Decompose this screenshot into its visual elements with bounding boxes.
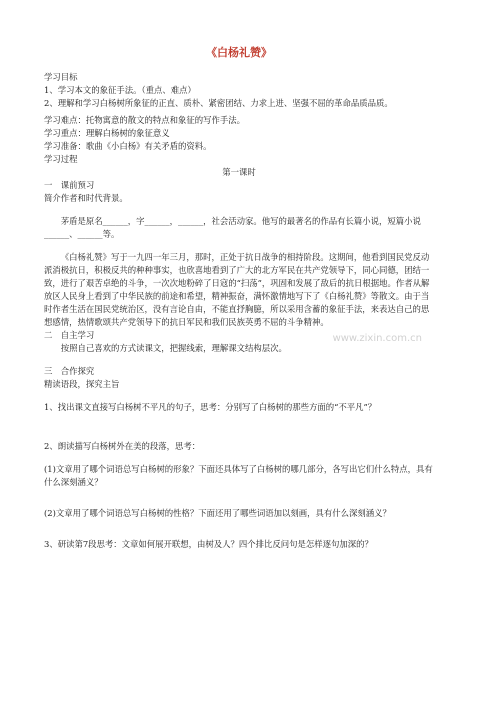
objective-1: 1、学习本文的象征手法。（重点、难点） [44, 85, 196, 95]
question-2-2: (2)文章用了哪个词语总写白杨树的性格？下面还用了哪些词语加以刻画，具有什么深刻涵义？ [44, 508, 391, 518]
question-1: 1、找出课文直接写白杨树不平凡的句子，思考：分别写了白杨树的那些方面的“不平凡”？ [44, 402, 377, 412]
question-3: 3、研读第7段思考：文章如何展开联想，由树及人？四个排比反问句是怎样逐句加深的？ [44, 539, 373, 549]
focus-text: 学习重点：理解白杨树的象征意义 [44, 128, 170, 138]
difficulty-text: 学习难点：托物寓意的散文的特点和象征的写作手法。 [44, 115, 245, 125]
question-2-1: (1)文章用了哪个词语总写白杨树的形象？下面还具体写了白杨树的哪几部分，各写出它们什么特点，具有什么深刻涵义？ [44, 464, 433, 487]
section-2-heading: 二 自主学习 [44, 330, 95, 340]
section-1-heading: 一 课前预习 [44, 180, 95, 190]
author-fill-in: 茅盾是原名______，字______，______，社会活动家。他写的最著名的作品有长篇小说，短篇小说______、______等。 [44, 216, 421, 239]
section-3-heading: 三 合作探究 [44, 366, 95, 376]
section-3-sub: 精读语段，探究主旨 [44, 379, 120, 389]
objective-2: 2、理解和学习白杨树所象征的正直、质朴、紧密团结、力求上进、坚强不屈的革命品质品质。 [44, 98, 393, 108]
question-2: 2、朗读描写白杨树外在美的段落，思考： [44, 441, 201, 451]
lesson-heading: 第一课时 [222, 167, 256, 177]
section-1-sub: 简介作者和时代背景。 [44, 193, 128, 203]
watermark-text: www.zixin.com.cn [332, 333, 422, 344]
prep-text: 学习准备：歌曲《小白杨》有关矛盾的资料。 [44, 141, 212, 151]
background-paragraph: 《白杨礼赞》写于一九四一年三月，那时，正处于抗日战争的相持阶段。这期间，他看到国民党反动派消极抗日，积极反共的种种事实，也欣喜地看到了广大的北方军民在共产党领导下，同心同德，团结一致，进行了艰苦卓绝的斗争，一次次地粉碎了日寇的“扫荡”，巩固和发展了敌后的抗日根据地。作者从解放区人民身上看到了中华民族的前途和希望，精神振奋，满怀激情地写下了《白杨礼赞》等散文。由于当时作者生活在国民党统治区，没有言论自由，不能直抒胸臆，所以采用含蓄的象征手法，来表达自己的思想感情，热情歌颂共产党领导下的抗日军民和我们民族英勇不屈的斗争精神。 [44, 252, 430, 327]
page-title: 《白杨礼赞》 [206, 46, 272, 59]
section-2-sub: 按照自己喜欢的方式读课文，把握线索，理解课文结构层次。 [60, 343, 287, 353]
process-heading: 学习过程 [44, 154, 78, 164]
objectives-heading: 学习目标 [44, 72, 78, 82]
